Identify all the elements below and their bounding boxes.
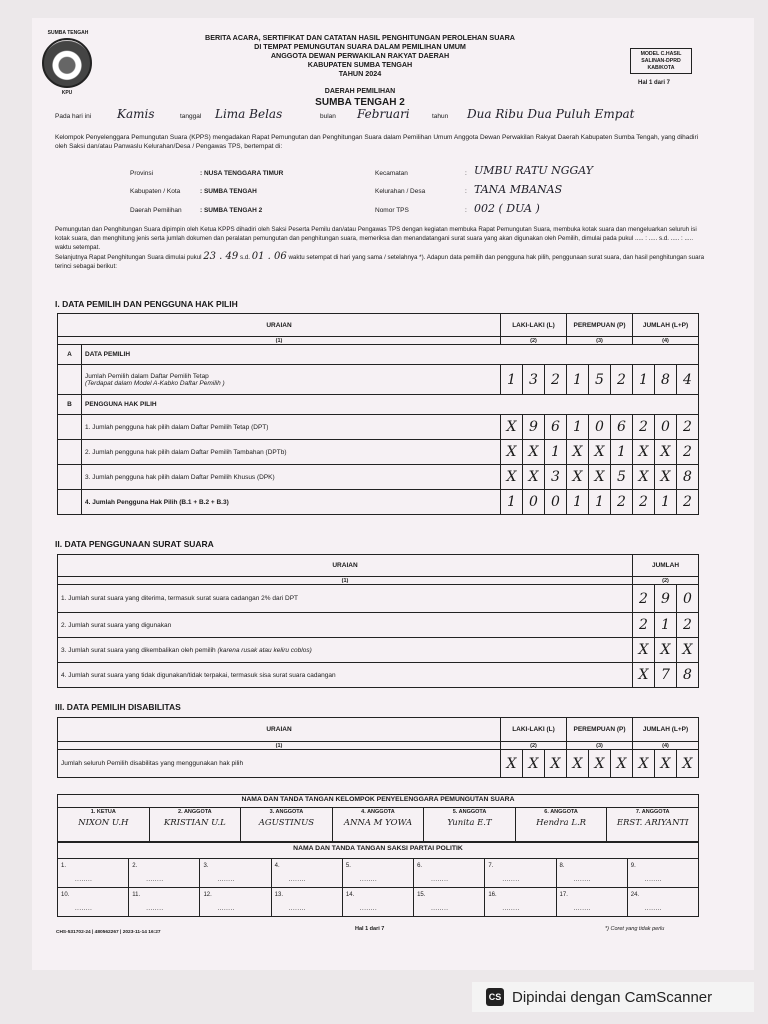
table-row: 1. Jumlah surat suara yang diterima, termasuk surat suara cadangan 2% dari DPT 2 9 0 [58, 585, 699, 613]
emblem-caption-bottom: KPU [61, 90, 73, 96]
document-title: BERITA ACARA, SERTIFIKAT DAN CATATAN HASIL PENGHITUNGAN PEROLEHAN SUARA DI TEMPAT PEMUNGUTAN SUARA DALAM PEMILIHAN UMUM ANGGOTA DEWAN PERWAKILAN RAKYAT DAERAH KABUPATEN SUMBA TENGAH TAHUN 2024 [205, 33, 515, 78]
process-paragraph: Pemungutan dan Penghitungan Suara dipimpin oleh Ketua KPPS dihadiri oleh Saksi Peserta Pemilu dan/atau Pengawas TPS dengan kegiatan membuka Rapat Pemungutan Suara, membuka kotak suara dan mengeluarkan seluruh isi kotak suara, dan menghitung jenis serta jumlah dokumen dan peralatan pemungutan dan penghitungan suara, memeriksa dan menandatangani surat suara yang akan digunakan oleh Pemilih, dimulai pada pukul ..... : ..... s.d. ..... : ..... waktu setempat. Selanjutnya Rapat Penghitungan Suara dimulai pukul 23 . 49 s.d. 01 . 06 waktu setempat di hari yang sama / setelahnya *). Adapun data pemilih dan pengguna hak pilih, penggunaan surat suara, dan hasil penghitungan suara terinci sebagai berikut: [55, 226, 705, 270]
section3-table: URAIAN LAKI-LAKI (L) PEREMPUAN (P) JUMLAH (L+P) (1) (2) (3) (4) Jumlah seluruh Pemilih disabilitas yang menggunakan hak pilih X X X X X X X X X [57, 717, 699, 778]
date-line: Pada hari ini Kamis tanggal Lima Belas bulan Februari tahun Dua Ribu Dua Puluh Empat [55, 107, 635, 121]
footnote: *) Coret yang tidak perlu [605, 926, 665, 932]
model-box: MODEL C.HASIL SALINAN-DPRD KAB/KOTA [630, 48, 692, 74]
dapil-name: SUMBA TENGAH 2 [315, 97, 405, 108]
signature-cell[interactable]: 7. ANGGOTA ERST. ARIYANTI [607, 808, 699, 842]
camscanner-text: Dipindai dengan CamScanner [512, 988, 713, 1006]
saksi-row: 1. ........ 2. ........ 3. ........ 4. ........ 5. ........ 6. ........ 7. ........ 8. ........ 9. ........ [58, 859, 699, 888]
table-row: 4. Jumlah surat suara yang tidak digunakan/tidak terpakai, termasuk sisa surat suara cadangan X 7 8 [58, 663, 699, 688]
provinsi-value: : NUSA TENGGARA TIMUR [200, 170, 284, 177]
table-row: 2. Jumlah pengguna hak pilih dalam Daftar Pemilih Tambahan (DPTb) X X 1 X X 1 X X 2 [58, 440, 699, 465]
daerah-value: : SUMBA TENGAH 2 [200, 207, 263, 214]
end-time-field[interactable]: 01 . 06 [251, 251, 287, 262]
dapil-label: DAERAH PEMILIHAN [324, 88, 396, 95]
section1-table: URAIAN LAKI-LAKI (L) PEREMPUAN (P) JUMLAH (L+P) (1) (2) (3) (4) A DATA PEMILIH Jumlah Pemilih dalam Daftar Pemilih Tetap (Terdapat dalam Model A-Kabko Daftar Pemilih ) 1 3 2 1 5 2 1 8 4 B PENGGUNA HAK PILIH 1. Jumlah pengguna hak pilih dalam Daftar Pemilih Tetap (DPT) X 9 6 1 0 6 2 0 2 2. Jumlah pengguna hak pilih dalam Daftar Pemilih Tambahan (DPTb) X X 1 X X 1 X X 2 3. Jumlah pengguna hak pilih dalam Daftar Pemilih Khusus (DPK) X X 3 X X 5 X X 8 4. Jumlah Pengguna Hak Pilih (B.1 + B.2 + B.3) 1 0 0 1 1 2 2 1 2 [57, 313, 699, 515]
signature-cell[interactable]: 3. ANGGOTA AGUSTINUS [241, 808, 333, 842]
page-indicator-footer: Hal 1 dari 7 [355, 926, 385, 932]
table-row: 3. Jumlah pengguna hak pilih dalam Daftar Pemilih Khusus (DPK) X X 3 X X 5 X X 8 [58, 465, 699, 490]
kabupaten-value: : SUMBA TENGAH [200, 188, 257, 195]
section2-table: URAIAN JUMLAH (1) (2) 1. Jumlah surat suara yang diterima, termasuk surat suara cadangan 2% dari DPT 2 9 0 2. Jumlah surat suara yang digunakan 2 1 2 3. Jumlah surat suara yang dikembalikan oleh pemilih (karena rusak atau keliru coblos) X X X 4. Jumlah surat suara yang tidak digunakan/tidak terpakai, termasuk sisa surat suara cadangan X 7 8 [57, 554, 699, 688]
kecamatan-field[interactable]: UMBU RATU NGGAY [474, 164, 594, 177]
day-field[interactable]: Kamis [117, 107, 155, 121]
section2-title: II. DATA PENGGUNAAN SURAT SUARA [55, 539, 214, 549]
signature-cell[interactable]: 1. KETUA NIXON U.H [58, 808, 150, 842]
camscanner-icon: CS [486, 988, 504, 1006]
tps-field[interactable]: 002 ( DUA ) [474, 202, 540, 215]
start-time-field[interactable]: 23 . 49 [203, 251, 239, 262]
signature-cell[interactable]: 6. ANGGOTA Hendra L.R [515, 808, 607, 842]
table-row: Jumlah seluruh Pemilih disabilitas yang menggunakan hak pilih X X X X X X X X X [58, 750, 699, 778]
saksi-row: 10. ........ 11. ........ 12. ........ 13. ........ 14. ........ 15. ........ 16. ........ 17. ........ 24. ........ [58, 888, 699, 917]
intro-paragraph: Kelompok Penyelenggara Pemungutan Suara (KPPS) mengadakan Rapat Pemungutan dan Penghitungan Suara dalam Pemilihan Umum Anggota Dewan Perwakilan Rakyat Daerah Kabupaten Sumba Tengah, yang dihadiri oleh Saksi dan/atau Panwaslu Kelurahan/Desa / Pengawas TPS, bertempat di: [55, 134, 699, 150]
table-row: 3. Jumlah surat suara yang dikembalikan oleh pemilih (karena rusak atau keliru coblos) X X X [58, 638, 699, 663]
kpu-emblem-icon [42, 38, 92, 88]
table-row: 4. Jumlah Pengguna Hak Pilih (B.1 + B.2 + B.3) 1 0 0 1 1 2 2 1 2 [58, 490, 699, 515]
section3-title: III. DATA PEMILIH DISABILITAS [55, 702, 181, 712]
table-row: 1. Jumlah pengguna hak pilih dalam Daftar Pemilih Tetap (DPT) X 9 6 1 0 6 2 0 2 [58, 415, 699, 440]
document-code: CHS-531702-24 | 480562267 | 2023-11-14 16:27 [56, 930, 161, 935]
signature-cell[interactable]: 5. ANGGOTA Yunita E.T [424, 808, 516, 842]
saksi-signature-table: NAMA DAN TANDA TANGAN SAKSI PARTAI POLITIK 1. ........ 2. ........ 3. ........ 4. ........ 5. ........ 6. ........ 7. ........ 8. ........ 9. ........ 10. ........ 11. ........ 12. ........ 13. ........ 14. ........ 15. ........ 16. ........ 17. ........ 24. ........ [57, 842, 699, 917]
camscanner-watermark [472, 982, 754, 1012]
date-field[interactable]: Lima Belas [215, 107, 283, 121]
table-row: Jumlah Pemilih dalam Daftar Pemilih Tetap (Terdapat dalam Model A-Kabko Daftar Pemilih ) 1 3 2 1 5 2 1 8 4 [58, 365, 699, 395]
kpps-signature-table: NAMA DAN TANDA TANGAN KELOMPOK PENYELENGGARA PEMUNGUTAN SUARA 1. KETUA NIXON U.H 2. ANGGOTA KRISTIAN U.L 3. ANGGOTA AGUSTINUS 4. ANGGOTA ANNA M YOWA 5. ANGGOTA Yunita E.T 6. ANGGOTA Hendra L.R 7. ANGGOTA ERST. ARIYANTI [57, 794, 699, 842]
section1-title: I. DATA PEMILIH DAN PENGGUNA HAK PILIH [55, 299, 238, 309]
emblem-caption-top: SUMBA TENGAH [47, 30, 89, 36]
month-field[interactable]: Februari [357, 107, 410, 121]
signature-cell[interactable]: 2. ANGGOTA KRISTIAN U.L [149, 808, 241, 842]
year-field[interactable]: Dua Ribu Dua Puluh Empat [467, 107, 635, 121]
table-row: 2. Jumlah surat suara yang digunakan 2 1 2 [58, 613, 699, 638]
kelurahan-field[interactable]: TANA MBANAS [474, 183, 563, 196]
page-indicator: Hal 1 dari 7 [638, 80, 671, 86]
signature-cell[interactable]: 4. ANGGOTA ANNA M YOWA [332, 808, 424, 842]
